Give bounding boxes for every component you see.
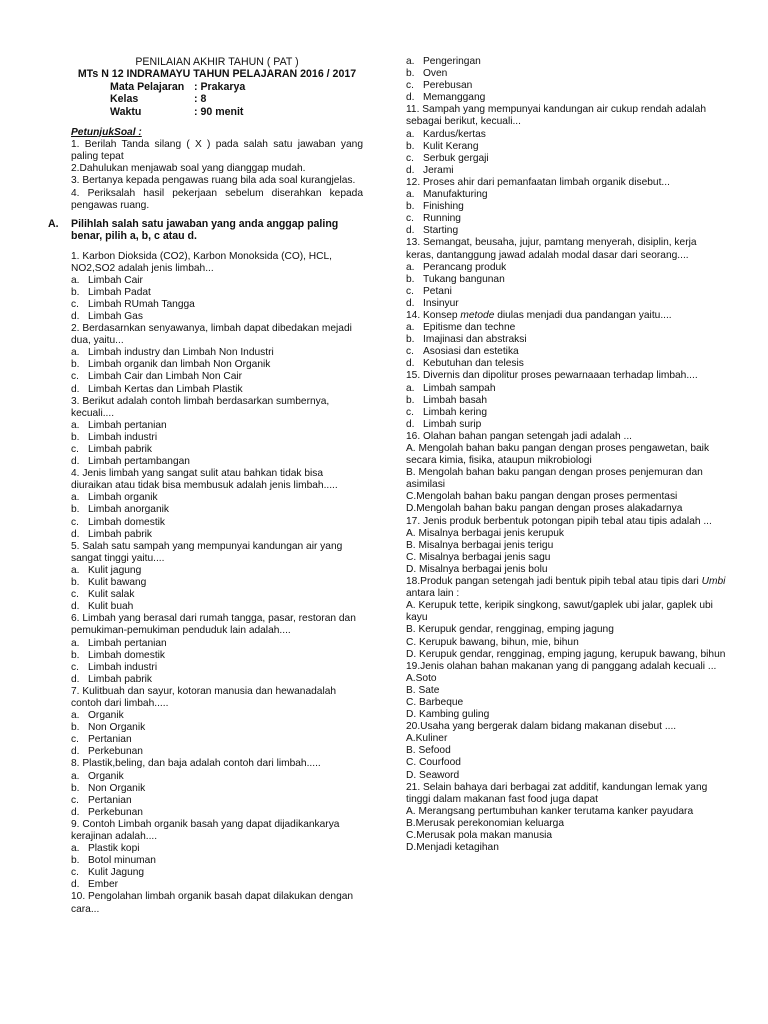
answer-option: A. Merangsang pertumbuhan kanker terutama kanker payudara xyxy=(406,805,694,817)
question-emphasis: Umbi xyxy=(701,576,726,588)
answer-option xyxy=(71,734,363,746)
option-text: Limbah anorganik xyxy=(88,504,169,516)
question-list xyxy=(406,56,726,854)
option-text: Petani xyxy=(423,285,452,297)
question-text: 6. Limbah yang berasal dari rumah tangga, pasar, restoran dan pemukiman-pemukiman penduduk lain adalah.... xyxy=(71,613,356,637)
answer-option xyxy=(406,262,726,274)
question-text-part: antara lain : xyxy=(406,588,460,600)
question-text: 4. Jenis limbah yang sangat sulit atau bahkan tidak bisa diuraikan atau tidak bisa membusuk adalah jenis limbah..... xyxy=(71,468,338,492)
right-column xyxy=(406,56,726,854)
option-text: Limbah domestik xyxy=(88,516,166,528)
question-text: 8. Plastik,beling, dan baja adalah contoh dari limbah..... xyxy=(71,758,321,770)
answer-option xyxy=(406,68,726,80)
option-text: Limbah RUmah Tangga xyxy=(88,298,195,310)
option-letter: a. xyxy=(406,261,415,273)
question-text: 10. Pengolahan limbah organik basah dapat dilakukan dengan cara... xyxy=(71,891,354,915)
option-text: Kulit Jagung xyxy=(88,867,145,879)
option-text: Perancang produk xyxy=(423,261,507,273)
option-letter: d. xyxy=(71,746,80,758)
answer-option xyxy=(71,420,363,432)
answer-option: C. Kerupuk bawang, bihun, mie, bihun xyxy=(406,636,579,648)
answer-option xyxy=(71,855,363,867)
option-letter: d. xyxy=(71,456,80,468)
answer-option: A. Kerupuk tette, keripik singkong, sawut/gaplek ubi jalar, gaplek ubi kayu xyxy=(406,600,713,624)
answer-option xyxy=(406,92,726,104)
meta-row: Kelas : 8 xyxy=(110,93,207,106)
option-letter: c. xyxy=(71,371,79,383)
question-text-part: 18.Produk pangan setengah jadi bentuk pipih tebal atau tipis dari xyxy=(406,576,702,588)
question-text: 3. Berikut adalah contoh limbah berdasarkan sumbernya, kecuali.... xyxy=(71,395,330,419)
option-letter: d. xyxy=(406,225,415,237)
option-letter: c. xyxy=(71,516,79,528)
answer-option xyxy=(71,674,363,686)
option-text: Limbah pabrik xyxy=(88,444,152,455)
option-text: Memanggang xyxy=(423,92,486,104)
answer-option xyxy=(406,334,726,346)
option-letter: a. xyxy=(71,419,80,431)
answer-option: C. Courfood xyxy=(406,757,461,769)
option-letter: b. xyxy=(71,577,80,589)
answer-option xyxy=(71,638,363,650)
option-text: Limbah industry dan Limbah Non Industri xyxy=(88,347,274,359)
option-text: Pertanian xyxy=(88,734,132,746)
option-letter: b. xyxy=(406,140,415,152)
option-text: Limbah pabrik xyxy=(88,673,152,685)
option-text: Running xyxy=(423,213,461,225)
answer-option xyxy=(406,322,726,334)
option-letter: d. xyxy=(406,92,415,104)
option-letter: b. xyxy=(406,394,415,406)
option-text: Limbah surip xyxy=(423,418,482,430)
question-text: 17. Jenis produk berbentuk potongan pipih tebal atau tipis adalah ... xyxy=(406,515,712,527)
option-text: Botol minuman xyxy=(88,855,156,867)
option-text: Limbah Cair dan Limbah Non Cair xyxy=(88,371,243,383)
option-letter: b. xyxy=(71,782,80,794)
option-text: Limbah Padat xyxy=(88,286,151,298)
option-letter: c. xyxy=(406,406,414,418)
answer-option: C.Merusak pola makan manusia xyxy=(406,830,553,841)
answer-option: D.Mengolah bahan baku pangan dengan proses alakadarnya xyxy=(406,503,683,515)
option-text: Perkebunan xyxy=(88,806,143,818)
answer-option xyxy=(71,650,363,662)
question-text: 16. Olahan bahan pangan setengah jadi adalah ... xyxy=(406,430,633,442)
option-letter: d. xyxy=(71,601,80,613)
answer-option xyxy=(71,347,363,359)
option-letter: b. xyxy=(406,68,415,80)
question-text: 11. Sampah yang mempunyai kandungan air cukup rendah adalah sebagai berikut, kecuali... xyxy=(406,104,706,128)
option-text: Perkebunan xyxy=(88,746,143,758)
option-text: Plastik kopi xyxy=(88,843,140,855)
option-letter: d. xyxy=(71,806,80,818)
option-text: Imajinasi dan abstraksi xyxy=(423,334,527,346)
question-text: 2. Berdasarnkan senyawanya, limbah dapat dibedakan mejadi dua, yaitu... xyxy=(71,323,352,347)
answer-option: D. Kerupuk gendar, rengginag, emping jagung, kerupuk bawang, bihun xyxy=(406,648,726,660)
answer-option xyxy=(71,601,363,613)
option-text: Non Organik xyxy=(88,722,146,734)
meta-row: Mata Pelajaran : Prakarya xyxy=(110,80,246,93)
option-letter: a. xyxy=(406,382,415,394)
answer-option xyxy=(71,444,363,456)
option-text: Limbah industri xyxy=(88,431,158,443)
answer-option: A.Kuliner xyxy=(406,733,448,745)
option-text: Epitisme dan techne xyxy=(423,322,516,334)
option-text: Limbah organik xyxy=(88,492,158,504)
option-text: Limbah Kertas dan Limbah Plastik xyxy=(88,383,243,395)
option-letter: c. xyxy=(71,661,79,673)
question-text: 12. Proses ahir dari pemanfaatan limbah organik disebut... xyxy=(406,176,670,188)
option-letter: d. xyxy=(71,673,80,685)
option-letter: a. xyxy=(71,710,80,722)
option-text: Pertanian xyxy=(88,794,132,806)
option-letter: c. xyxy=(406,285,414,297)
answer-option xyxy=(71,746,363,758)
option-letter: b. xyxy=(71,286,80,298)
option-letter: b. xyxy=(71,722,80,734)
option-text: Perebusan xyxy=(423,80,473,92)
answer-option xyxy=(71,879,363,891)
option-text: Starting xyxy=(423,225,459,237)
answer-option xyxy=(71,504,363,516)
option-text: Kulit salak xyxy=(88,589,135,601)
answer-option xyxy=(71,432,363,444)
option-text: Limbah industri xyxy=(88,661,158,673)
option-letter: a. xyxy=(71,564,80,576)
answer-option xyxy=(406,201,726,213)
option-text: Limbah pertanian xyxy=(88,419,167,431)
option-text: Kulit jagung xyxy=(88,564,142,576)
answer-option: D. Misalnya berbagai jenis bolu xyxy=(406,563,548,575)
option-letter: b. xyxy=(71,431,80,443)
instruction-item: 4. Periksalah hasil pekerjaan sebelum diserahkan kepada pengawas ruang. xyxy=(71,187,363,211)
option-letter: d. xyxy=(71,879,80,891)
option-letter: a. xyxy=(406,128,415,140)
option-letter: c. xyxy=(71,794,79,806)
option-letter: c. xyxy=(71,298,79,310)
answer-option: C.Mengolah bahan baku pangan dengan proses permentasi xyxy=(406,491,678,503)
question-text-part: diulas menjadi dua pandangan yaitu.... xyxy=(494,309,672,321)
question-text: 9. Contoh Limbah organik basah yang dapat dijadikankarya kerajinan adalah.... xyxy=(71,818,340,842)
answer-option xyxy=(406,286,726,298)
option-letter: b. xyxy=(406,201,415,213)
answer-option xyxy=(71,795,363,807)
question-text: 7. Kulitbuah dan sayur, kotoran manusia dan hewanadalah contoh dari limbah..... xyxy=(71,685,337,709)
answer-option xyxy=(71,565,363,577)
answer-option xyxy=(71,299,363,311)
answer-option xyxy=(406,153,726,165)
option-text: Finishing xyxy=(423,201,464,213)
exam-meta xyxy=(110,81,363,118)
option-letter: a. xyxy=(406,322,415,334)
question-text-part: 14. Konsep xyxy=(406,309,461,321)
question-text: 13. Semangat, beusaha, jujur, pamtang menyerah, disiplin, kerja keras, dantanggung jawad adalah modal dasar dari seorang.... xyxy=(406,237,697,261)
question-text xyxy=(406,576,726,600)
answer-option xyxy=(71,589,363,601)
option-text: Limbah Cair xyxy=(88,274,143,286)
answer-option xyxy=(71,371,363,383)
school-name: MTs N 12 INDRAMAYU TAHUN PELAJARAN 2016 / 2017 xyxy=(77,68,357,81)
option-letter: b. xyxy=(71,855,80,867)
option-text: Limbah basah xyxy=(423,394,488,406)
instruction-item: 3. Bertanya kepada pengawas ruang bila ada soal kurangjelas. xyxy=(71,175,356,187)
option-letter: a. xyxy=(71,274,80,286)
instructions-title: PetunjukSoal : xyxy=(71,127,142,139)
answer-option xyxy=(406,225,726,237)
option-letter: a. xyxy=(71,770,80,782)
section-a-heading: A. Pilihlah salah satu jawaban yang anda anggap paling benar, pilih a, b, c atau d. xyxy=(48,217,339,243)
answer-option xyxy=(406,346,726,358)
option-letter: c. xyxy=(71,444,79,455)
left-column xyxy=(48,56,363,916)
answer-option: B. Misalnya berbagai jenis terigu xyxy=(406,539,554,551)
answer-option xyxy=(406,358,726,370)
option-letter: b. xyxy=(406,334,415,346)
answer-option xyxy=(406,80,726,92)
answer-option xyxy=(71,492,363,504)
option-letter: c. xyxy=(71,867,79,879)
answer-option xyxy=(406,129,726,141)
option-text: Limbah organik dan limbah Non Organik xyxy=(88,359,271,371)
option-letter: d. xyxy=(406,358,415,370)
answer-option: A. Mengolah bahan baku pangan dengan proses pengawetan, baik secara kimia, fisika, ataupun mikrobiologi xyxy=(406,443,710,467)
option-text: Limbah pertambangan xyxy=(88,456,190,468)
question-text xyxy=(406,310,726,322)
answer-option xyxy=(71,771,363,783)
option-letter: c. xyxy=(406,213,414,225)
option-letter: a. xyxy=(71,492,80,504)
option-letter: c. xyxy=(406,80,414,92)
option-letter: a. xyxy=(71,843,80,855)
question-text: 15. Divernis dan dipolitur proses pewarnaaan terhadap limbah.... xyxy=(406,370,698,382)
answer-option xyxy=(71,807,363,819)
option-letter: c. xyxy=(406,152,414,164)
answer-option xyxy=(406,56,726,68)
option-text: Pengeringan xyxy=(423,56,481,67)
option-letter: d. xyxy=(71,528,80,540)
option-letter: b. xyxy=(71,359,80,371)
exam-header xyxy=(71,56,363,81)
option-text: Organik xyxy=(88,710,124,722)
answer-option: B. Kerupuk gendar, rengginag, emping jagung xyxy=(406,624,614,636)
question-text: 21. Selain bahaya dari berbagai zat additif, kandungan lemak yang tinggi dalam makanan fast food juga dapat xyxy=(406,781,708,805)
question-emphasis: metode xyxy=(460,309,495,321)
option-letter: b. xyxy=(71,649,80,661)
answer-option xyxy=(71,529,363,541)
option-letter: d. xyxy=(406,164,415,176)
option-text: Limbah domestik xyxy=(88,649,166,661)
instruction-item: 1. Berilah Tanda silang ( X ) pada salah satu jawaban yang paling tepat xyxy=(71,139,363,163)
option-letter: b. xyxy=(71,504,80,516)
option-text: Kulit Kerang xyxy=(423,140,479,152)
answer-option: D. Seaword xyxy=(406,769,460,781)
option-letter: a. xyxy=(406,189,415,201)
option-text: Limbah sampah xyxy=(423,382,496,394)
answer-option xyxy=(71,311,363,323)
option-letter: d. xyxy=(71,310,80,322)
answer-option: A. Misalnya berbagai jenis kerupuk xyxy=(406,527,564,539)
option-text: Manufakturing xyxy=(423,189,488,201)
answer-option xyxy=(71,384,363,396)
option-text: Tukang bangunan xyxy=(423,273,505,285)
answer-option: B.Merusak perekonomian keluarga xyxy=(406,817,564,829)
option-letter: b. xyxy=(406,273,415,285)
option-letter: a. xyxy=(71,637,80,649)
option-text: Jerami xyxy=(423,164,454,176)
answer-option xyxy=(71,783,363,795)
option-text: Limbah kering xyxy=(423,406,487,418)
answer-option xyxy=(71,843,363,855)
question-text: 20.Usaha yang bergerak dalam bidang makanan disebut .... xyxy=(406,721,677,733)
option-letter: d. xyxy=(71,383,80,395)
instruction-item: 2.Dahulukan menjawab soal yang dianggap mudah. xyxy=(71,163,306,175)
option-text: Kardus/kertas xyxy=(423,128,486,140)
answer-option xyxy=(406,298,726,310)
answer-option xyxy=(406,165,726,177)
option-text: Kulit buah xyxy=(88,601,134,613)
answer-option xyxy=(71,275,363,287)
option-text: Oven xyxy=(423,68,448,80)
answer-option xyxy=(406,407,726,419)
answer-option xyxy=(71,710,363,722)
answer-option: C. Misalnya berbagai jenis sagu xyxy=(406,551,551,563)
option-text: Kebutuhan dan telesis xyxy=(423,358,524,370)
answer-option: B. Sefood xyxy=(406,745,451,757)
option-text: Asosiasi dan estetika xyxy=(423,346,519,358)
answer-option: D. Kambing guling xyxy=(406,709,490,721)
option-text: Limbah pabrik xyxy=(88,528,152,540)
answer-option xyxy=(406,383,726,395)
answer-option xyxy=(71,359,363,371)
exam-title: PENILAIAN AKHIR TAHUN ( PAT ) xyxy=(135,56,299,68)
answer-option xyxy=(71,867,363,879)
answer-option: A.Soto xyxy=(406,672,437,684)
answer-option xyxy=(71,722,363,734)
answer-option xyxy=(406,395,726,407)
answer-option xyxy=(71,577,363,589)
answer-option: B. Mengolah bahan baku pangan dengan proses penjemuran dan asimilasi xyxy=(406,467,703,491)
option-text: Kulit bawang xyxy=(88,577,147,589)
question-list xyxy=(71,251,363,916)
answer-option: C. Barbeque xyxy=(406,696,464,708)
option-letter: d. xyxy=(406,418,415,430)
answer-option xyxy=(71,287,363,299)
answer-option: B. Sate xyxy=(406,684,440,696)
question-text: 19.Jenis olahan bahan makanan yang di panggang adalah kecuali ... xyxy=(406,660,717,672)
option-text: Ember xyxy=(88,879,119,891)
question-text: 5. Salah satu sampah yang mempunyai kandungan air yang sangat tinggi yaitu.... xyxy=(71,540,343,564)
option-letter: c. xyxy=(71,734,79,746)
option-letter: c. xyxy=(406,346,414,358)
option-letter: a. xyxy=(406,56,415,67)
meta-row: Waktu : 90 menit xyxy=(110,105,244,118)
option-text: Organik xyxy=(88,770,124,782)
option-text: Insinyur xyxy=(423,297,459,309)
answer-option xyxy=(406,213,726,225)
option-letter: d. xyxy=(406,297,415,309)
option-text: Non Organik xyxy=(88,782,146,794)
option-letter: a. xyxy=(71,347,80,359)
option-letter: c. xyxy=(71,589,79,601)
option-text: Limbah pertanian xyxy=(88,637,167,649)
answer-option: D.Menjadi ketagihan xyxy=(406,842,499,854)
question-text: 1. Karbon Dioksida (CO2), Karbon Monoksida (CO), HCL, NO2,SO2 adalah jenis limbah... xyxy=(71,250,333,274)
option-text: Limbah Gas xyxy=(88,310,143,322)
answer-option xyxy=(406,189,726,201)
answer-option xyxy=(71,662,363,674)
option-text: Serbuk gergaji xyxy=(423,152,489,164)
answer-option xyxy=(71,456,363,468)
answer-option xyxy=(71,517,363,529)
answer-option xyxy=(406,274,726,286)
answer-option xyxy=(406,141,726,153)
answer-option xyxy=(406,419,726,431)
